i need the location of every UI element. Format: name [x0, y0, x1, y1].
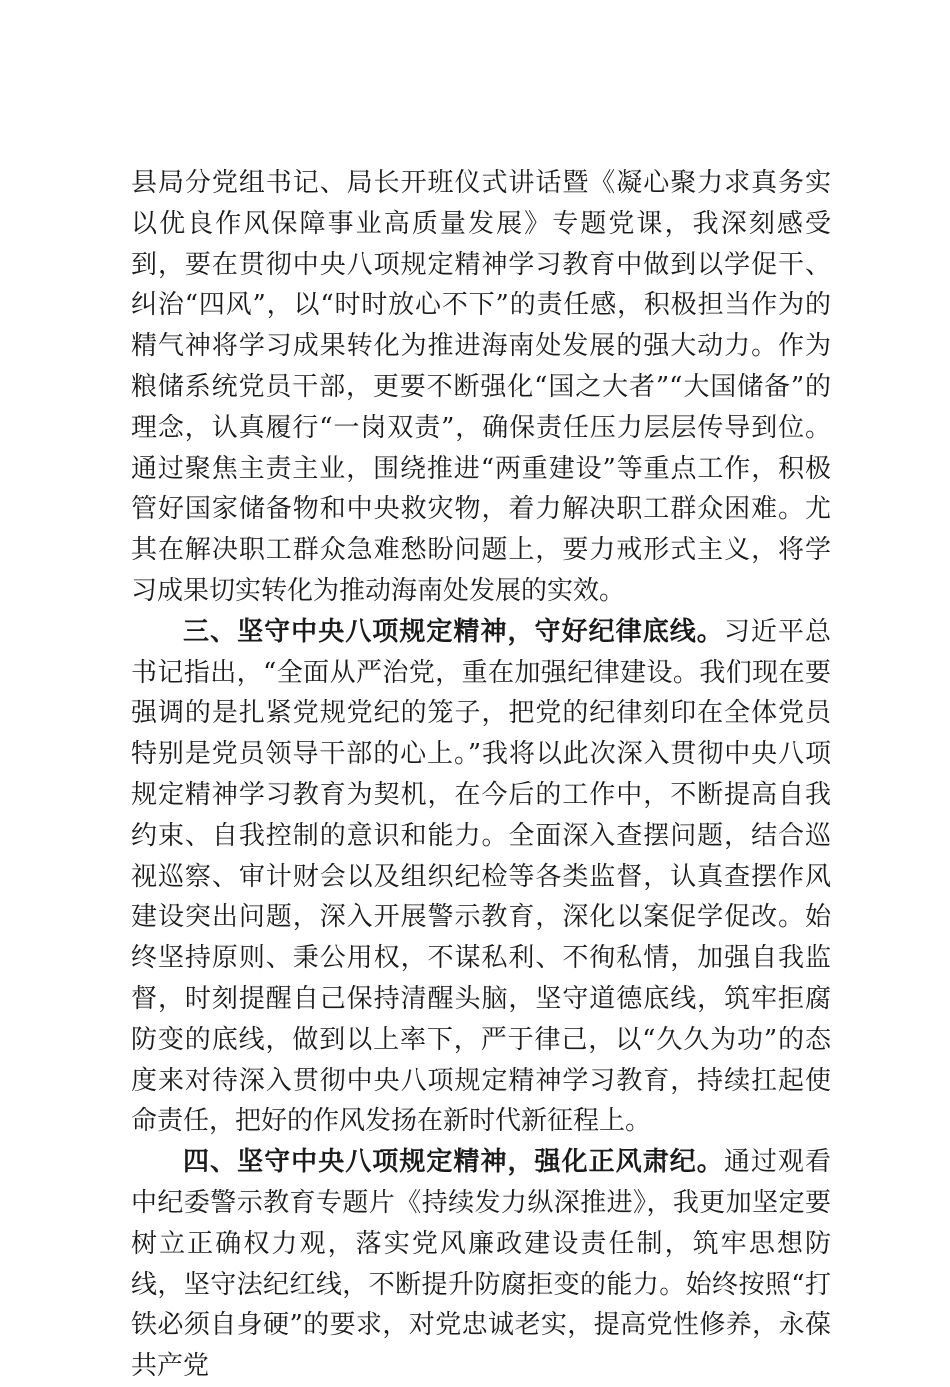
- paragraph-section-four: [131, 1142, 831, 1387]
- paragraph-text: 县局分党组书记、局长开班仪式讲话暨《凝心聚力求真务实以优良作风保障事业高质量发展》专题党课，我深刻感受到，要在贯彻中央八项规定精神学习教育中做到以学促干、纠治“四风”，以“时时放心不下”的责任感，积极担当作为的精气神将学习成果转化为推进海南处发展的强大动力。作为粮储系统党员干部，更要不断强化“国之大者”“大国储备”的理念，认真履行“一岗双责”，确保责任压力层层传导到位。通过聚焦主责主业，围绕推进“两重建设”等重点工作，积极管好国家储备物和中央救灾物，着力解决职工群众困难。尤其在解决职工群众急难愁盼问题上，要力戒形式主义，将学习成果切实转化为推动海南处发展的实效。: [131, 168, 831, 606]
- section-heading: 三、坚守中央八项规定精神，守好纪律底线。: [183, 616, 724, 647]
- paragraph-text: 习近平总书记指出，“全面从严治党，重在加强纪律建设。我们现在要强调的是扎紧党规党纪的笼子，把党的纪律刻印在全体党员特别是党员领导干部的心上。”我将以此次深入贯彻中央八项规定精神学习教育为契机，在今后的工作中，不断提高自我约束、自我控制的意识和能力。全面深入查摆问题，结合巡视巡察、审计财会以及组织纪检等各类监督，认真查摆作风建设突出问题，深入开展警示教育，深化以案促学促改。始终坚持原则、秉公用权，不谋私利、不徇私情，加强自我监督，时刻提醒自己保持清醒头脑，坚守道德底线，筑牢拒腐防变的底线，做到以上率下，严于律己，以“久久为功”的态度来对待深入贯彻中央八项规定精神学习教育，持续扛起使命责任，把好的作风发扬在新时代新征程上。: [131, 616, 831, 1137]
- section-heading: 四、坚守中央八项规定精神，强化正风肃纪。: [183, 1147, 724, 1178]
- document-body: [131, 163, 831, 1387]
- paragraph-text: 通过观看中纪委警示教育专题片《持续发力纵深推进》，我更加坚定要树立正确权力观，落实党风廉政建设责任制，筑牢思想防线，坚守法纪红线，不断提升防腐拒变的能力。始终按照“打铁必须自身硬”的要求，对党忠诚老实，提高党性修养，永葆共产党: [131, 1147, 831, 1382]
- paragraph-continued: [131, 163, 831, 612]
- paragraph-section-three: [131, 612, 831, 1142]
